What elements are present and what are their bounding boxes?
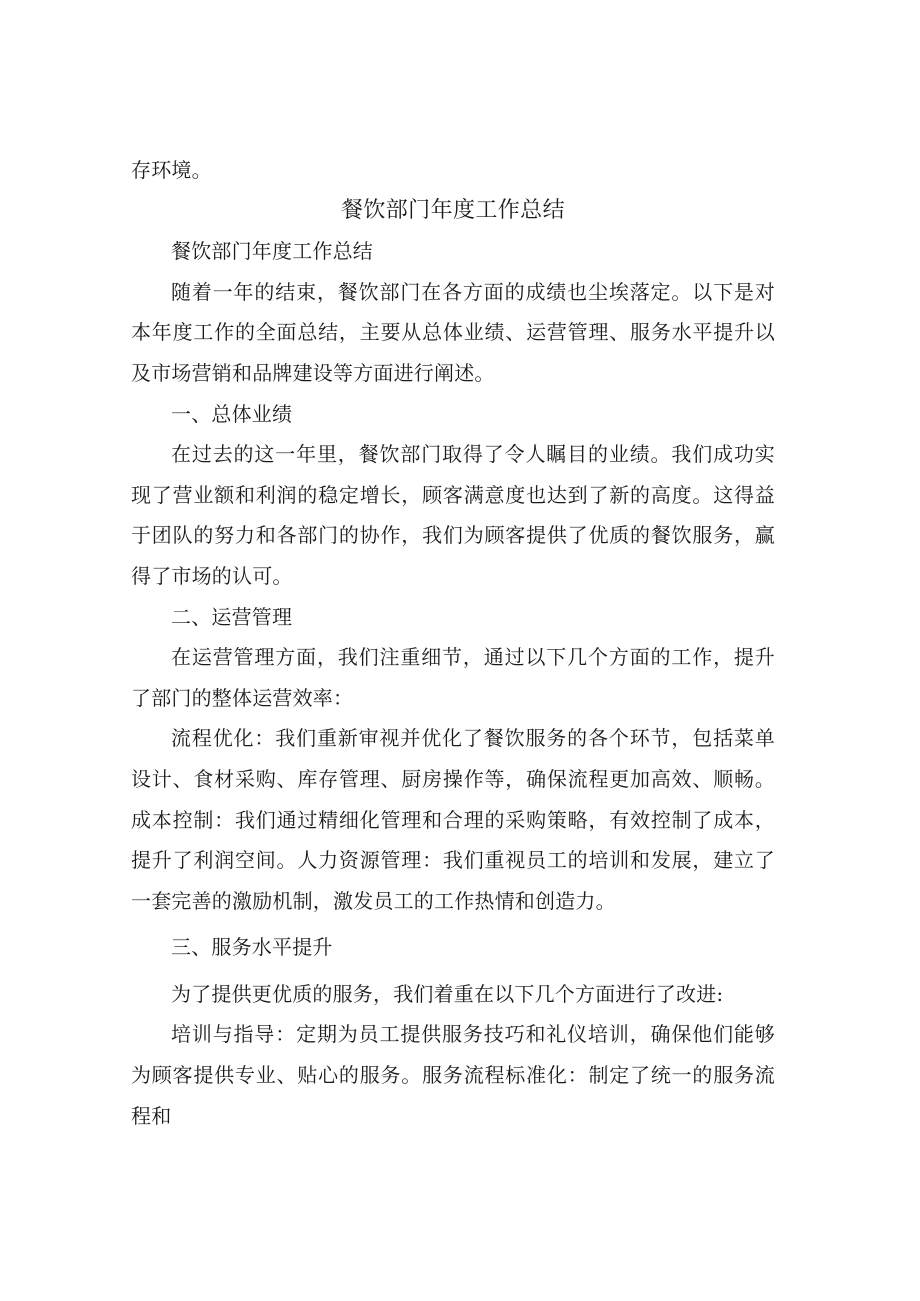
section3-heading: 三、服务水平提升 <box>171 935 333 960</box>
intro-paragraph: 随着一年的结束，餐饮部门在各方面的成绩也尘埃落定。以下是对本年度工作的全面总结，主要从总体业绩、运营管理、服务水平提升以及市场营销和品牌建设等方面进行阐述。 <box>131 279 775 385</box>
section2-body-paragraph: 流程优化：我们重新审视并优化了餐饮服务的各个环节，包括菜单设计、食材采购、库存管理、厨房操作等，确保流程更加高效、顺畅。成本控制：我们通过精细化管理和合理的采购策略，有效控制了成本，提升了利润空间。人力资源管理：我们重视员工的培训和发展，建立了一套完善的激励机制，激发员工的工作热情和创造力。 <box>131 726 775 913</box>
section1-heading: 一、总体业绩 <box>171 401 293 426</box>
section2-intro-paragraph: 在运营管理方面，我们注重细节，通过以下几个方面的工作，提升了部门的整体运营效率： <box>131 645 775 710</box>
section3-intro-paragraph: 为了提供更优质的服务，我们着重在以下几个方面进行了改进: <box>171 981 724 1006</box>
document-subtitle: 餐饮部门年度工作总结 <box>171 239 373 264</box>
document-body <box>131 150 775 1136</box>
section1-paragraph: 在过去的这一年里，餐饮部门取得了令人瞩目的业绩。我们成功实现了营业额和利润的稳定增长，顾客满意度也达到了新的高度。这得益于团队的努力和各部门的协作，我们为顾客提供了优质的餐饮服务，赢得了市场的认可。 <box>131 442 775 588</box>
lead-fragment: 存环境。 <box>131 158 212 182</box>
section2-heading: 二、运营管理 <box>171 604 293 629</box>
document-title: 餐饮部门年度工作总结 <box>340 197 565 223</box>
section3-body-paragraph: 培训与指导：定期为员工提供服务技巧和礼仪培训，确保他们能够为顾客提供专业、贴心的服务。服务流程标准化：制定了统一的服务流程和 <box>131 1022 775 1128</box>
